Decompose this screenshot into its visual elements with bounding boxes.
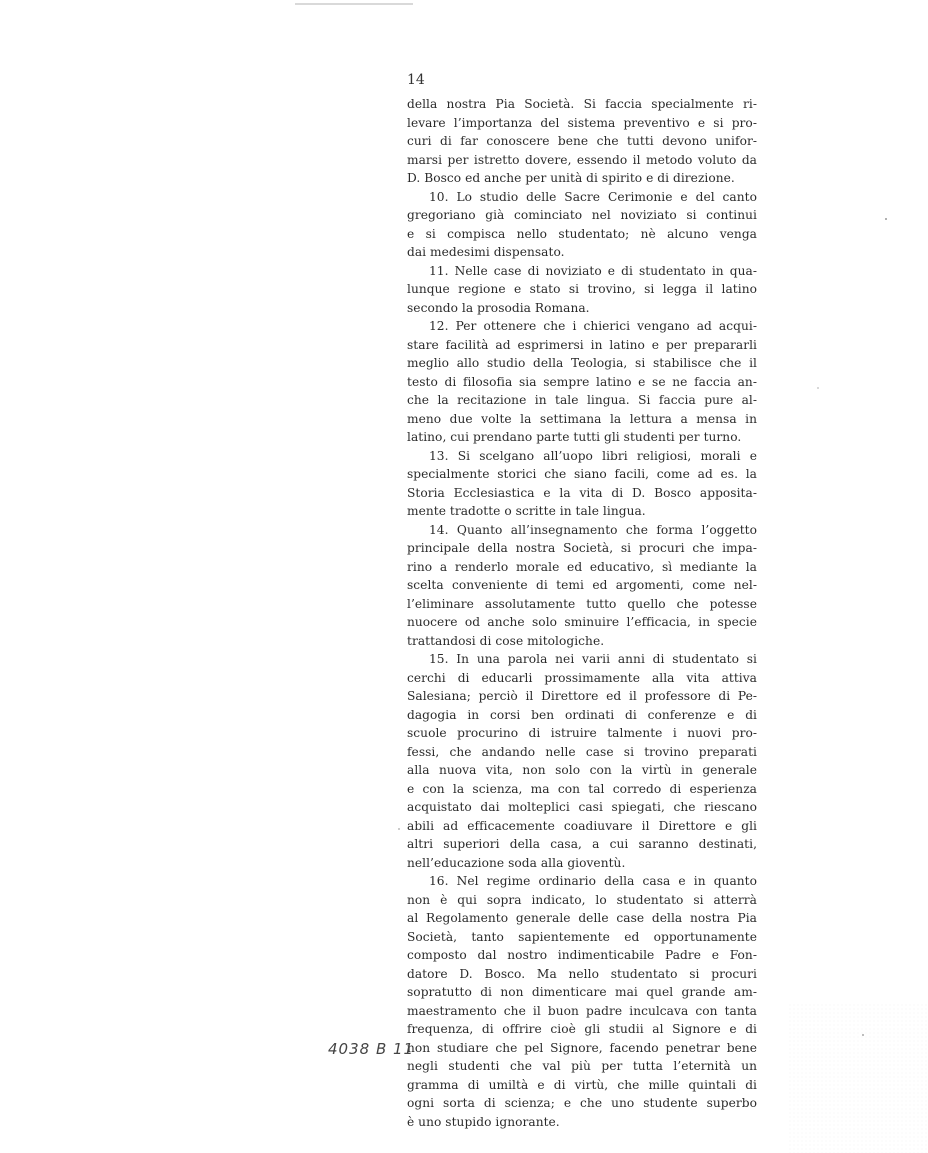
text-line: secondo la prosodia Romana. xyxy=(407,300,590,315)
scan-speck xyxy=(885,218,887,220)
text-line: abili ad efficacemente coadiuvare il Direttore e gli xyxy=(407,818,757,833)
text-line: gregoriano già cominciato nel noviziato si continui xyxy=(407,208,757,222)
body-text xyxy=(407,95,757,1131)
text-line: al Regolamento generale delle case della nostra Pia xyxy=(407,911,757,925)
text-line: gramma di umiltà e di virtù, che mille quintali di xyxy=(407,1077,757,1092)
text-line: altri superiori della casa, a cui saranno destinati, xyxy=(407,837,757,851)
paragraph-14-start: 14. Quanto all’insegnamento che forma l’oggetto xyxy=(429,522,757,537)
text-line: latino, cui prendano parte tutti gli studenti per turno. xyxy=(407,430,742,444)
text-line: alla nuova vita, non solo con la virtù in generale xyxy=(407,763,757,777)
paragraph-13-start: 13. Si scelgano all’uopo libri religiosi, morali e xyxy=(429,448,757,463)
text-line: non è qui sopra indicato, lo studentato si atterrà xyxy=(407,892,757,907)
text-line: composto dal nostro indimenticabile Padre e Fon- xyxy=(407,948,757,962)
text-line: scelta conveniente di temi ed argomenti, come nel- xyxy=(407,578,757,592)
paragraph-15-start: 15. In una parola nei varii anni di studentato si xyxy=(429,652,757,666)
text-line: D. Bosco ed anche per unità di spirito e di direzione. xyxy=(407,171,735,185)
text-line: acquistato dai molteplici casi spiegati, che riescano xyxy=(407,800,757,814)
text-line: curi di far conoscere bene che tutti devono unifor- xyxy=(407,134,757,148)
text-line: maestramento che il buon padre inculcava con tanta xyxy=(407,1003,757,1018)
text-line: levare l’importanza del sistema preventivo e si pro- xyxy=(407,115,757,130)
text-line: è uno stupido ignorante. xyxy=(407,1114,560,1129)
handwritten-catalog-note: 4038 B 11 xyxy=(328,1040,415,1058)
text-line: principale della nostra Società, si procuri che impa- xyxy=(407,541,757,555)
scan-speck xyxy=(398,828,400,830)
text-line: sopratutto di non dimenticare mai quel grande am- xyxy=(407,985,757,999)
text-line: Società, tanto sapientemente ed opportunamente xyxy=(407,929,757,944)
scan-speck xyxy=(817,387,819,389)
text-line: specialmente storici che siano facili, come ad es. la xyxy=(407,467,757,481)
paragraph-10-start: 10. Lo studio delle Sacre Cerimonie e del canto xyxy=(429,189,757,204)
text-line: rino a renderlo morale ed educativo, sì mediante la xyxy=(407,559,757,574)
text-line: mente tradotte o scritte in tale lingua. xyxy=(407,504,646,518)
text-line: meglio allo studio della Teologia, si stabilisce che il xyxy=(407,356,757,370)
text-line: marsi per istretto dovere, essendo il metodo voluto da xyxy=(407,152,757,167)
text-line: negli studenti che val più per tutta l’eternità un xyxy=(407,1059,757,1073)
paragraph-11-start: 11. Nelle case di noviziato e di studentato in qua- xyxy=(429,263,757,278)
text-line: dagogia in corsi ben ordinati di conferenze e di xyxy=(407,707,757,722)
text-line: fessi, che andando nelle case si trovino preparati xyxy=(407,744,757,759)
text-line: ogni sorta di scienza; e che uno studente superbo xyxy=(407,1096,757,1110)
text-line: l’eliminare assolutamente tutto quello che potesse xyxy=(407,596,757,611)
text-line: stare facilità ad esprimersi in latino e per prepararli xyxy=(407,337,757,352)
paragraph-12-start: 12. Per ottenere che i chierici vengano ad acqui- xyxy=(429,319,757,333)
scan-edge-mark xyxy=(295,3,413,5)
text-line: frequenza, di offrire cioè gli studii al Signore e di xyxy=(407,1022,757,1036)
text-line: scuole procurino di istruire talmente i nuovi pro- xyxy=(407,726,757,740)
text-line: cerchi di educarli prossimamente alla vita attiva xyxy=(407,670,757,685)
text-line: Salesiana; perciò il Direttore ed il professore di Pe- xyxy=(407,689,757,703)
text-line: dai medesimi dispensato. xyxy=(407,245,565,259)
text-line: e si compisca nello studentato; nè alcuno venga xyxy=(407,226,757,241)
text-line: nuocere od anche solo sminuire l’efficacia, in specie xyxy=(407,615,757,629)
text-line: Storia Ecclesiastica e la vita di D. Bosco apposita- xyxy=(407,485,757,500)
text-line: testo di filosofia sia sempre latino e se ne faccia an- xyxy=(407,374,757,389)
text-line: lunque regione e stato si trovino, si legga il latino xyxy=(407,282,757,296)
paragraph-16-start: 16. Nel regime ordinario della casa e in quanto xyxy=(429,874,757,888)
page-number: 14 xyxy=(407,72,425,88)
text-line: datore D. Bosco. Ma nello studentato si procuri xyxy=(407,966,757,981)
text-line: meno due volte la settimana la lettura a mensa in xyxy=(407,411,757,426)
text-line: non studiare che pel Signore, facendo penetrar bene xyxy=(407,1040,757,1055)
text-line: nell’educazione soda alla gioventù. xyxy=(407,855,626,870)
text-line: della nostra Pia Società. Si faccia specialmente ri- xyxy=(407,97,757,111)
text-line: trattandosi di cose mitologiche. xyxy=(407,633,605,648)
text-line: e con la scienza, ma con tal corredo di esperienza xyxy=(407,781,757,796)
text-line: che la recitazione in tale lingua. Si faccia pure al- xyxy=(407,393,757,407)
scan-noise-texture xyxy=(788,1003,928,1153)
